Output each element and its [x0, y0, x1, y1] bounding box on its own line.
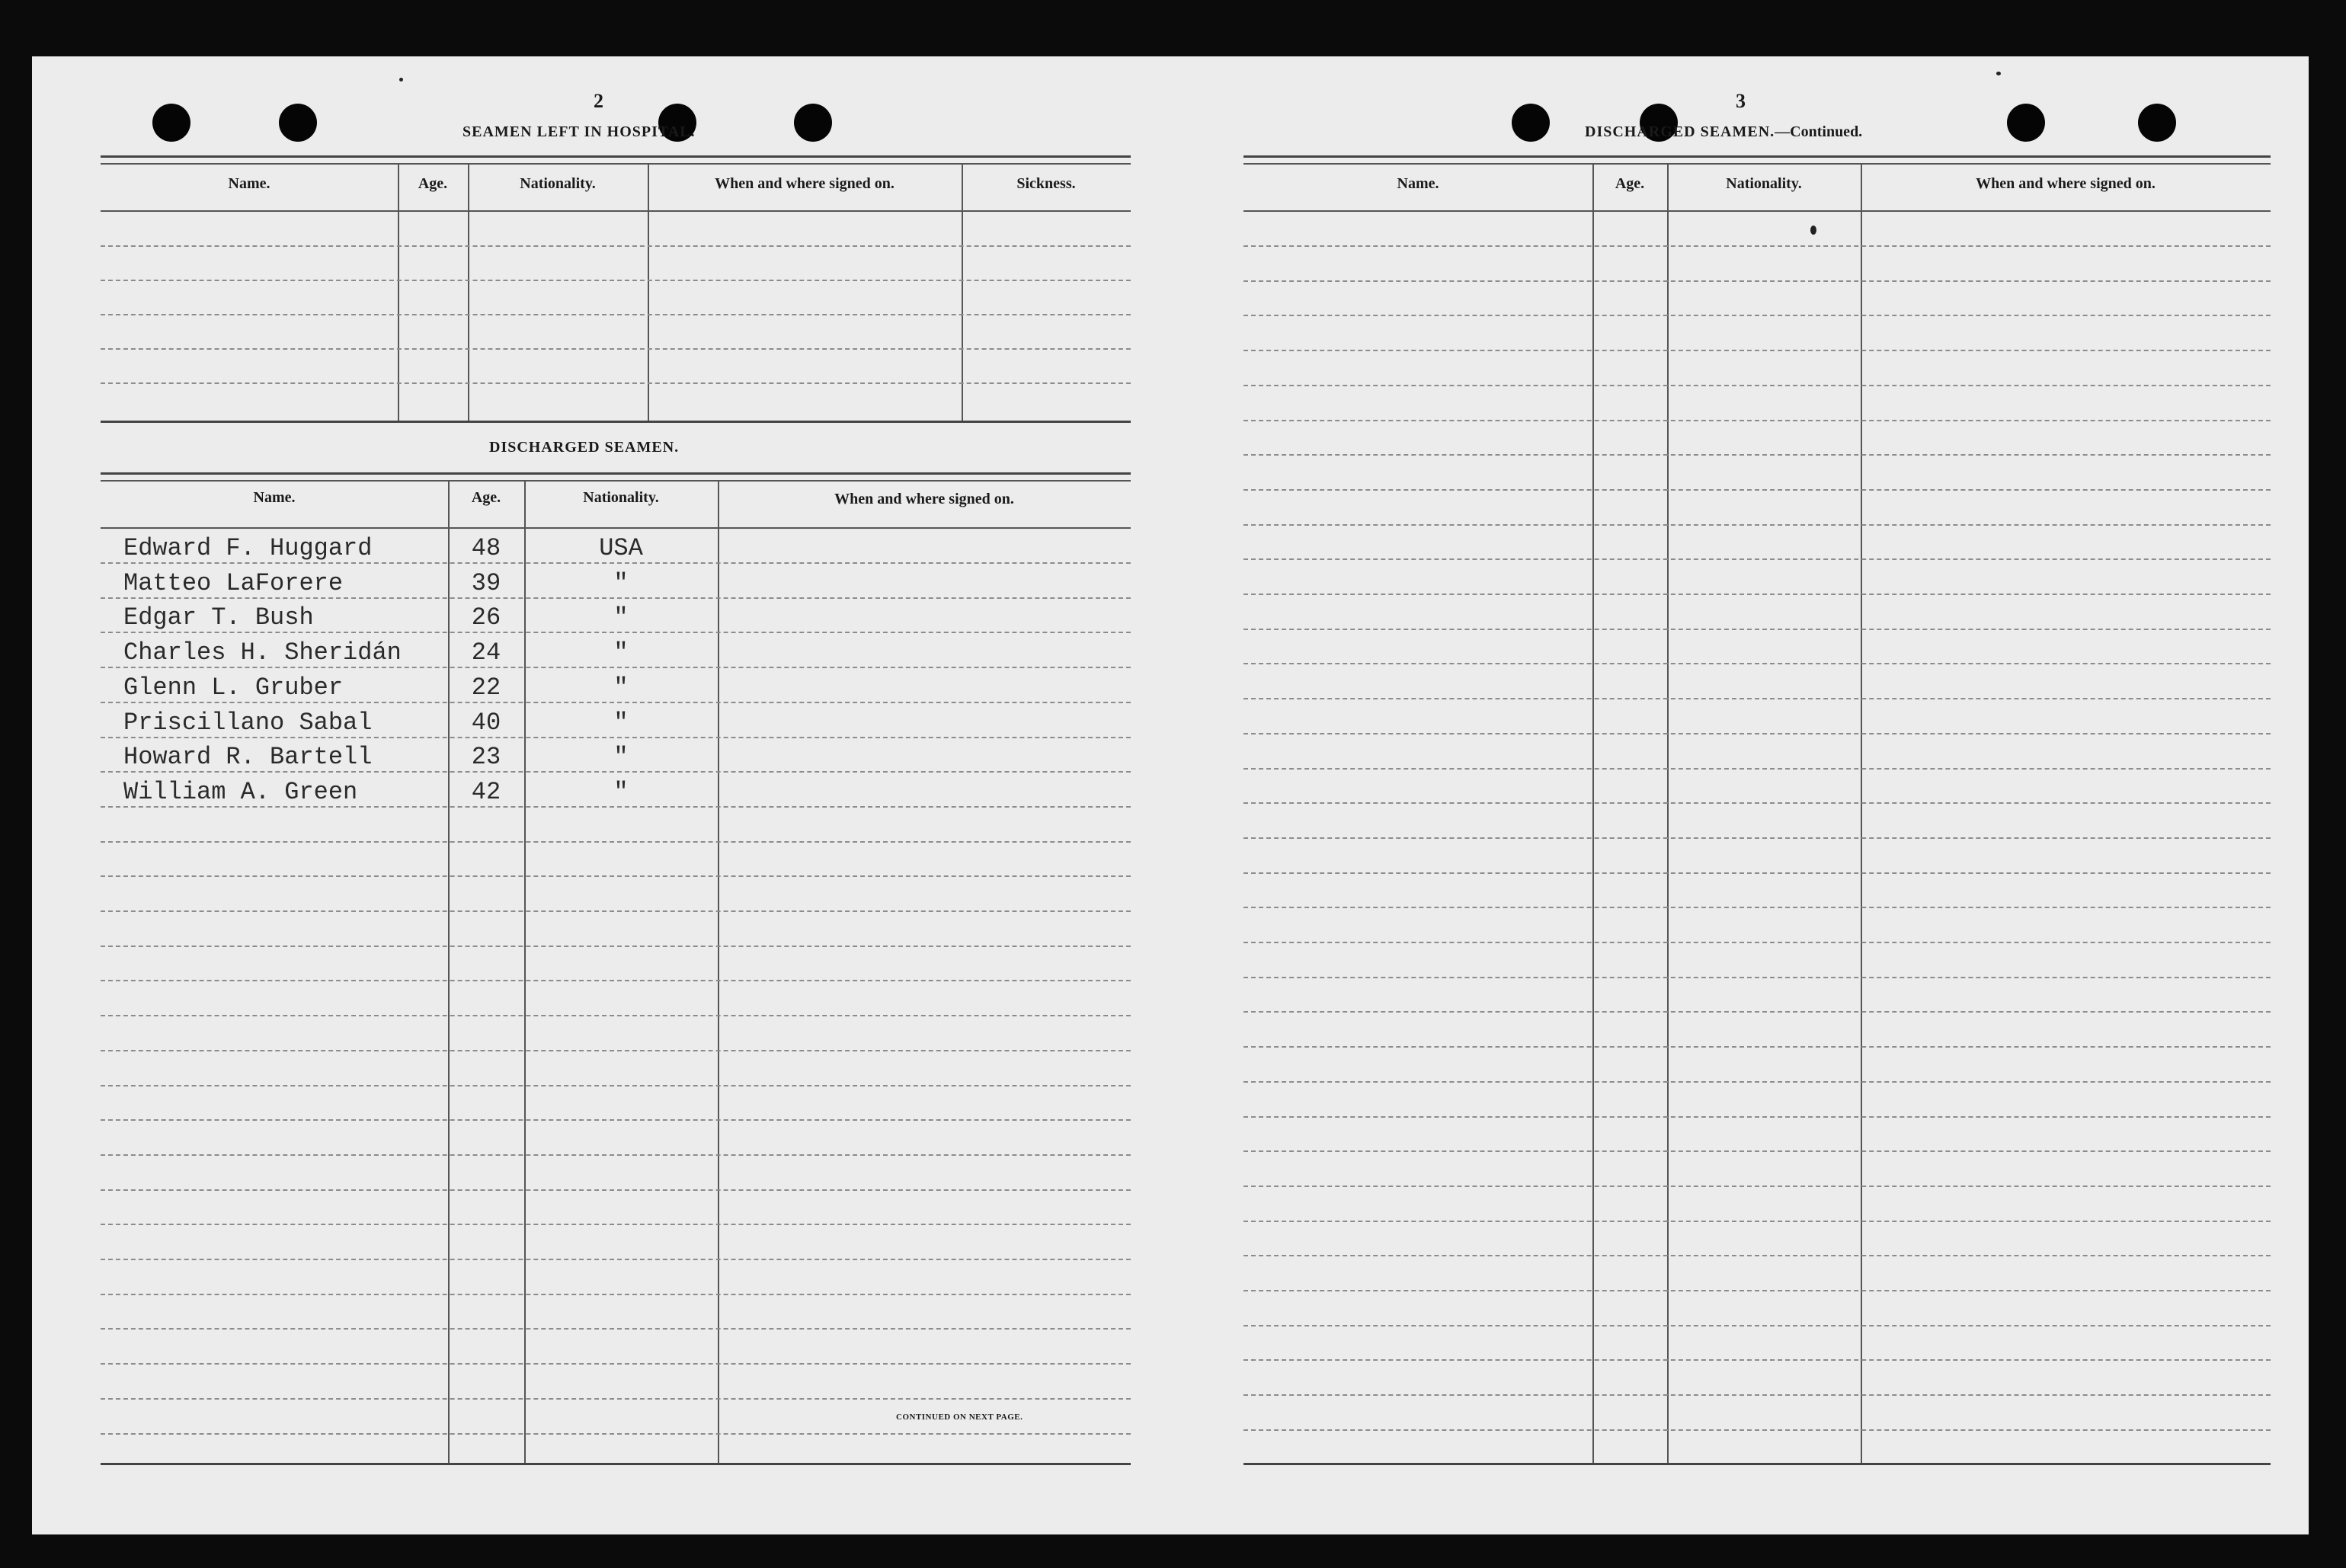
col-sickness-header: Sickness.: [1016, 175, 1076, 192]
ruled-line: [1243, 1394, 2271, 1396]
ruled-line: [101, 562, 1131, 564]
seaman-name: Glenn L. Gruber: [123, 674, 344, 702]
ruled-line: [1243, 245, 2271, 247]
seaman-age: 23: [471, 743, 501, 771]
ruled-line: [101, 1398, 1131, 1400]
ruled-line: [1243, 872, 2271, 874]
rule: [101, 527, 1131, 529]
document-sheet: [32, 56, 2309, 1534]
seaman-age: 26: [471, 603, 501, 632]
ruled-line: [101, 1328, 1131, 1330]
ruled-line: [101, 910, 1131, 912]
ruled-line: [1243, 1046, 2271, 1048]
ruled-line: [1243, 942, 2271, 943]
seaman-nationality: USA: [599, 534, 643, 562]
ruled-line: [1243, 594, 2271, 595]
ruled-line: [101, 280, 1131, 281]
ruled-line: [1243, 698, 2271, 699]
rule: [101, 1463, 1131, 1465]
ruled-line: [1243, 350, 2271, 351]
col-name-header: Name.: [1397, 175, 1439, 192]
discharged-continued-title: [1585, 123, 1862, 141]
punch-hole: [152, 104, 190, 142]
ruled-line: [1243, 837, 2271, 839]
col-name-header: Name.: [253, 489, 296, 506]
ruled-line: [1243, 454, 2271, 456]
ruled-line: [1243, 1011, 2271, 1013]
seaman-nationality: ": [613, 709, 629, 737]
ruled-line: [101, 382, 1131, 384]
rule: [101, 472, 1131, 475]
seaman-age: 39: [471, 569, 501, 597]
seaman-age: 42: [471, 778, 501, 806]
col-signed-on-header: When and where signed on.: [715, 175, 895, 192]
ruled-line: [101, 1085, 1131, 1086]
discharged-section-title: DISCHARGED SEAMEN.: [489, 439, 680, 456]
ruled-line: [1243, 733, 2271, 734]
ruled-line: [1243, 1150, 2271, 1152]
ruled-line: [1243, 489, 2271, 491]
page-number: 2: [594, 90, 603, 112]
column-divider: [1861, 163, 1862, 1463]
seaman-nationality: ": [613, 674, 629, 702]
ruled-line: [101, 1154, 1131, 1156]
column-divider: [1667, 163, 1669, 1463]
ruled-line: [1243, 1325, 2271, 1326]
ruled-line: [101, 314, 1131, 315]
ruled-line: [101, 667, 1131, 668]
ruled-line: [101, 1119, 1131, 1121]
seaman-name: William A. Green: [123, 778, 358, 806]
continued-on-next-page: CONTINUED ON NEXT PAGE.: [896, 1413, 1023, 1422]
punch-hole: [2007, 104, 2045, 142]
ruled-line: [1243, 907, 2271, 908]
ruled-line: [1243, 1255, 2271, 1256]
ruled-line: [1243, 558, 2271, 560]
rule: [1243, 155, 2271, 158]
ruled-line: [101, 875, 1131, 877]
scan-speck: [1996, 72, 2001, 75]
seaman-nationality: ": [613, 603, 629, 632]
ruled-line: [101, 1294, 1131, 1295]
ruled-line: [101, 1189, 1131, 1191]
seaman-nationality: ": [613, 778, 629, 806]
col-name-header: Name.: [228, 175, 270, 192]
page-number: 3: [1736, 90, 1746, 112]
ruled-line: [101, 737, 1131, 738]
punch-hole: [794, 104, 832, 142]
ruled-line: [1243, 1290, 2271, 1291]
rule: [101, 163, 1131, 165]
ruled-line: [101, 348, 1131, 350]
ruled-line: [1243, 629, 2271, 630]
ruled-line: [101, 1224, 1131, 1225]
col-nationality-header: Nationality.: [520, 175, 596, 192]
col-signed-on-header: When and where signed on.: [1976, 175, 2156, 192]
hospital-section-title: SEAMEN LEFT IN HOSPITAL.: [462, 123, 696, 140]
col-signed-on-header: When and where signed on.: [834, 491, 1014, 507]
ruled-line: [101, 1433, 1131, 1435]
col-age-header: Age.: [1615, 175, 1645, 192]
rule: [1243, 210, 2271, 212]
column-divider: [1592, 163, 1594, 1463]
ruled-line: [101, 806, 1131, 808]
ruled-line: [101, 1050, 1131, 1051]
ruled-line: [101, 771, 1131, 773]
seaman-age: 22: [471, 674, 501, 702]
seaman-nationality: ": [613, 569, 629, 597]
ruled-line: [101, 1015, 1131, 1016]
ruled-line: [1243, 1429, 2271, 1431]
ruled-line: [101, 702, 1131, 703]
title-text: DISCHARGED SEAMEN.: [1585, 123, 1775, 140]
scan-speck: [1810, 226, 1816, 235]
ruled-line: [1243, 663, 2271, 664]
ruled-line: [1243, 1081, 2271, 1083]
seaman-name: Matteo LaForere: [123, 569, 344, 597]
column-divider: [718, 480, 719, 1463]
seaman-age: 40: [471, 709, 501, 737]
ruled-line: [101, 1259, 1131, 1260]
ruled-line: [1243, 802, 2271, 804]
ruled-line: [1243, 1186, 2271, 1187]
punch-hole: [279, 104, 317, 142]
rule: [101, 155, 1131, 158]
seaman-nationality: ": [613, 743, 629, 771]
ruled-line: [1243, 1221, 2271, 1222]
ruled-line: [1243, 385, 2271, 386]
ruled-line: [1243, 420, 2271, 421]
seaman-nationality: ": [613, 638, 629, 667]
seaman-name: Charles H. Sheridán: [123, 638, 402, 667]
ruled-line: [101, 980, 1131, 981]
col-nationality-header: Nationality.: [1726, 175, 1802, 192]
ruled-line: [1243, 1359, 2271, 1361]
punch-hole: [1512, 104, 1550, 142]
seaman-name: Priscillano Sabal: [123, 709, 373, 737]
rule: [101, 210, 1131, 212]
ruled-line: [1243, 768, 2271, 770]
seaman-name: Edgar T. Bush: [123, 603, 314, 632]
seaman-name: Howard R. Bartell: [123, 743, 373, 771]
scan-speck: [399, 78, 403, 82]
seaman-name: Edward F. Huggard: [123, 534, 373, 562]
ruled-line: [1243, 1116, 2271, 1118]
ruled-line: [101, 841, 1131, 843]
ruled-line: [1243, 280, 2271, 282]
ruled-line: [101, 245, 1131, 247]
col-age-header: Age.: [418, 175, 448, 192]
ruled-line: [101, 946, 1131, 947]
title-suffix: —Continued.: [1775, 123, 1863, 140]
col-age-header: Age.: [471, 489, 501, 506]
ruled-line: [101, 597, 1131, 599]
ruled-line: [1243, 315, 2271, 316]
seaman-age: 48: [471, 534, 501, 562]
ruled-line: [101, 632, 1131, 633]
rule: [101, 421, 1131, 423]
punch-hole: [2138, 104, 2176, 142]
ruled-line: [1243, 524, 2271, 526]
col-nationality-header: Nationality.: [583, 489, 659, 506]
rule: [1243, 1463, 2271, 1465]
rule: [1243, 163, 2271, 165]
rule: [101, 480, 1131, 482]
ruled-line: [1243, 977, 2271, 978]
ruled-line: [101, 1363, 1131, 1365]
seaman-age: 24: [471, 638, 501, 667]
